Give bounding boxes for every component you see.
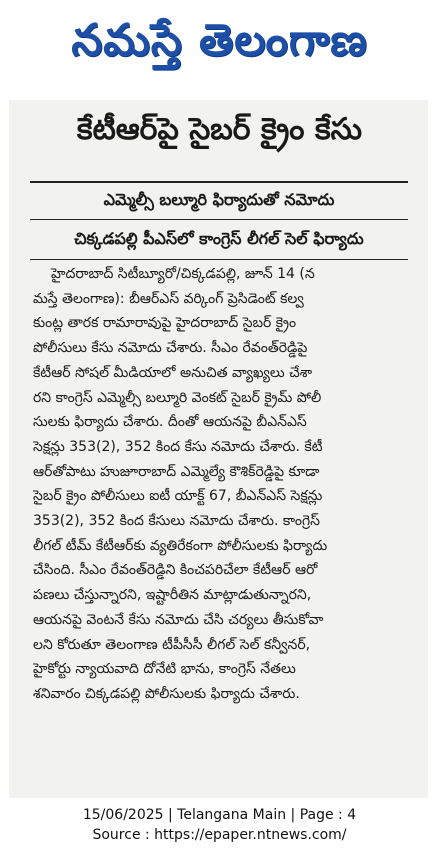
article-subhead-2: చిక్కడపల్లి పీఎస్‌లో కాంగ్రెస్ లీగల్ సెల్ ఫిర్యాదు	[74, 229, 364, 248]
article-body	[33, 262, 405, 707]
body-line: లీగల్ టీమ్ కేటీఆర్‌కు వ్యతిరేకంగా పోలీసులకు ఫిర్యాదు	[33, 537, 328, 554]
body-line: సెక్షన్లు 353(2), 352 కింద కేసు నమోదు చేశారు. కేటీ	[33, 438, 323, 455]
body-line: రని కాంగ్రెస్ ఎమ్మెల్సీ బల్మూరి వెంకట్ సైబర్ క్రైమ్ పోలీ	[33, 389, 322, 406]
newspaper-logo: నమస్తే తెలంగాణ	[71, 15, 368, 66]
headline-divider	[30, 181, 408, 183]
body-line: శనివారం చిక్కడపల్లి పోలీసులకు ఫిర్యాదు చేశారు.	[33, 685, 300, 702]
body-line: ఆర్‌తోపాటు హుజూరాబాద్ ఎమ్మెల్యే కౌశిక్‌రెడ్డిపై కూడా	[33, 463, 320, 480]
body-line: కేటీఆర్ సోషల్ మీడియాలో అనుచిత వ్యాఖ్యలు చేశా	[33, 364, 313, 381]
body-line: చేసింది. సీఎం రేవంత్‌రెడ్డిని కించపరిచేలా కేటీఆర్ ఆరో	[33, 562, 318, 579]
source-link[interactable]: Source : https://epaper.ntnews.com/	[92, 827, 347, 843]
body-line: 353(2), 352 కింద కేసులు నమోదు చేశారు. కాంగ్రెస్	[33, 513, 320, 530]
edition-info: 15/06/2025 | Telangana Main | Page : 4	[82, 807, 357, 823]
body-line: పోలీసులు కేసు నమోదు చేశారు. సీఎం రేవంత్‌రెడ్డిపై	[33, 340, 308, 357]
body-line: మస్తే తెలంగాణ): బీఆర్ఎస్ వర్కింగ్ ప్రెసిడెంట్ కల్వ	[33, 290, 304, 307]
article-headline: కేటీఆర్‌పై సైబర్ క్రైం కేసు	[76, 112, 363, 147]
body-line: కుంట్ల తారక రామారావుపై హైదరాబాద్ సైబర్ క్రైం	[33, 315, 297, 332]
body-line: సైబర్ క్రైం పోలీసులు ఐటీ యాక్ట్ 67, బీఎన్ఎస్ సెక్షన్లు	[33, 488, 323, 505]
body-divider	[30, 259, 408, 260]
body-line: హైకోర్టు న్యాయవాది దోనేటి భాను, కాంగ్రెస్ నేతలు	[33, 661, 296, 678]
body-line: లని కోరుతూ తెలంగాణ టీపీసీసీ లీగల్ సెల్ కన్వీనర్,	[33, 636, 311, 653]
subhead-divider	[30, 219, 408, 220]
body-line: హైదరాబాద్ సిటీబ్యూరో/చిక్కడపల్లి, జూన్ 14 (న	[51, 266, 315, 282]
body-line: ఆయనపై వెంటనే కేసు నమోదు చేసి చర్యలు తీసుకోవా	[33, 611, 324, 628]
body-line: పణలు చేస్తున్నారని, ఇష్టారీతిన మాట్లాడుతున్నారని,	[33, 587, 312, 604]
article-subhead-1: ఎమ్మెల్సీ బల్మూరి ఫిర్యాదుతో నమోదు	[103, 190, 335, 209]
masthead	[0, 0, 439, 92]
body-line: సులకు ఫిర్యాదు చేశారు. దీంతో ఆయనపై బీఎన్ఎస్	[33, 414, 307, 431]
